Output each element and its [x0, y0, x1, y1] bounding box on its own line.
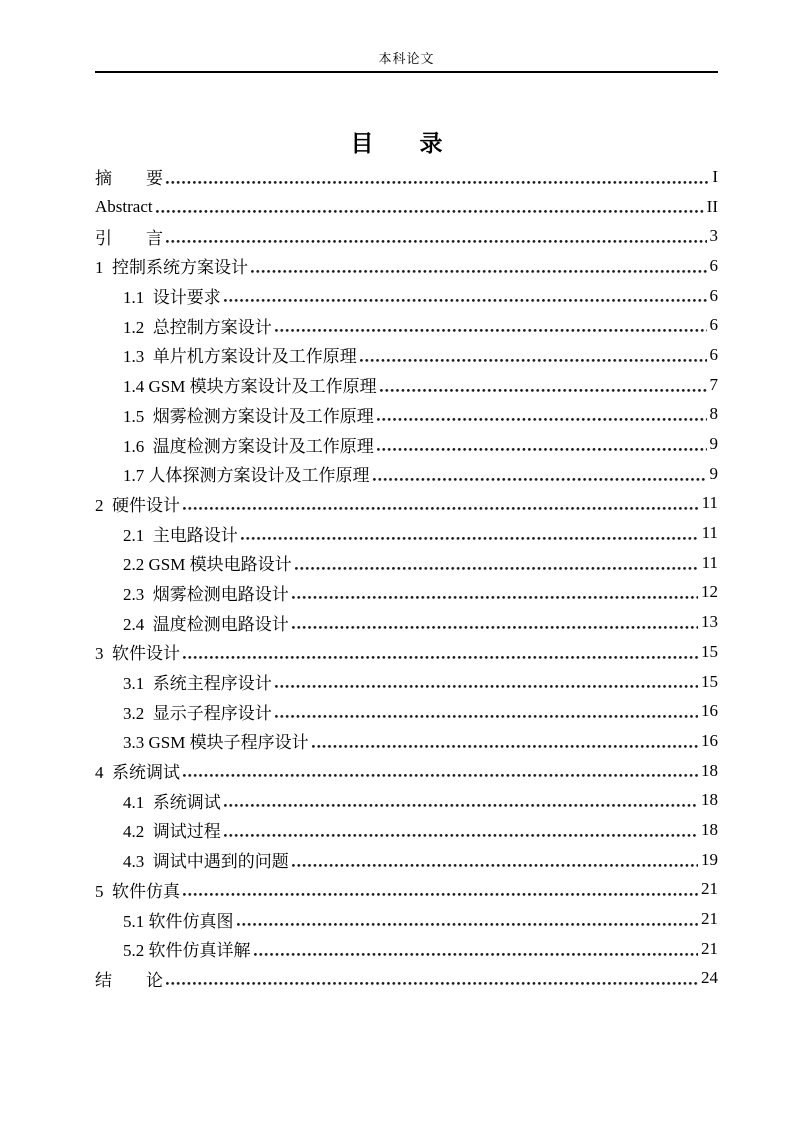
toc-entry[interactable]	[95, 607, 718, 637]
dot-leader	[224, 299, 707, 302]
toc-entry-label: 5.2 软件仿真详解	[123, 941, 251, 961]
toc-entry-label: 2 硬件设计	[95, 495, 180, 515]
dot-leader	[360, 359, 707, 362]
toc-entry-page-number: I	[712, 166, 718, 186]
toc-entry[interactable]	[95, 281, 718, 311]
toc-entry-label: 2.4 温度检测电路设计	[123, 614, 289, 634]
toc-entry-label: 引 言	[95, 228, 163, 248]
dot-leader	[251, 270, 707, 273]
dot-leader	[275, 329, 707, 332]
dot-leader	[166, 240, 707, 243]
dot-leader	[166, 982, 698, 985]
dot-leader	[380, 389, 707, 392]
toc-entry-label: 2.3 烟雾检测电路设计	[123, 584, 289, 604]
toc-entry[interactable]	[95, 400, 718, 430]
toc-entry-page-number: 6	[709, 285, 718, 305]
toc-entry-page-number: 11	[701, 523, 718, 543]
toc-entry-page-number: 6	[709, 255, 718, 275]
toc-entry-label: 4.2 调试过程	[123, 822, 221, 842]
toc-entry[interactable]	[95, 756, 718, 786]
dot-leader	[377, 418, 707, 421]
dot-leader	[183, 656, 698, 659]
dot-leader	[224, 834, 698, 837]
dot-leader	[295, 567, 699, 570]
toc-entry-page-number: 9	[709, 434, 718, 454]
toc-entry-label: 1.2 总控制方案设计	[123, 317, 272, 337]
toc-entry[interactable]	[95, 785, 718, 815]
toc-entry-page-number: 16	[701, 730, 718, 750]
toc-entry-page-number: 11	[701, 493, 718, 513]
toc-entry-label: 结 论	[95, 970, 163, 990]
toc-entry[interactable]	[95, 904, 718, 934]
toc-entry[interactable]	[95, 429, 718, 459]
dot-leader	[183, 774, 698, 777]
toc-title: 目 录	[350, 130, 443, 156]
toc-entry-page-number: 21	[701, 909, 718, 929]
toc-entry[interactable]	[95, 489, 718, 519]
toc-entry[interactable]	[95, 251, 718, 281]
toc-entry[interactable]	[95, 845, 718, 875]
toc-entry[interactable]	[95, 310, 718, 340]
toc-entry-page-number: 12	[701, 582, 718, 602]
toc-entry-page-number: 13	[701, 612, 718, 632]
toc-entry[interactable]	[95, 370, 718, 400]
dot-leader	[183, 893, 698, 896]
toc-entry[interactable]	[95, 459, 718, 489]
toc-entry-page-number: 19	[701, 849, 718, 869]
page-header	[95, 0, 718, 73]
toc-entry-page-number: 6	[709, 344, 718, 364]
toc-entry-label: 1.7 人体探测方案设计及工作原理	[123, 466, 370, 486]
dot-leader	[373, 478, 707, 481]
toc-entry-label: 3.1 系统主程序设计	[123, 674, 272, 694]
dot-leader	[156, 210, 704, 213]
toc-entry[interactable]	[95, 192, 718, 222]
toc-entry[interactable]	[95, 518, 718, 548]
toc-entry-page-number: 18	[701, 790, 718, 810]
toc-entry[interactable]	[95, 934, 718, 964]
toc-entry-page-number: 9	[709, 463, 718, 483]
toc-entry[interactable]	[95, 578, 718, 608]
toc-entry-label: 1.5 烟雾检测方案设计及工作原理	[123, 406, 374, 426]
dot-leader	[224, 804, 698, 807]
toc-entry[interactable]	[95, 340, 718, 370]
toc-entry-page-number: 6	[709, 315, 718, 335]
toc-entry-label: 1.1 设计要求	[123, 288, 221, 308]
dot-leader	[312, 745, 698, 748]
toc-entry[interactable]	[95, 221, 718, 251]
header-text: 本科论文	[378, 51, 435, 66]
dot-leader	[275, 715, 698, 718]
dot-leader	[241, 537, 699, 540]
toc-entry-label: 4 系统调试	[95, 763, 180, 783]
toc-entry-label: 3 软件设计	[95, 644, 180, 664]
toc-entry-page-number: 7	[709, 374, 718, 394]
dot-leader	[237, 923, 699, 926]
toc-entry-page-number: 15	[701, 671, 718, 691]
toc-entry-page-number: 3	[709, 226, 718, 246]
toc-entry-page-number: 21	[701, 938, 718, 958]
toc-entry-label: 4.3 调试中遇到的问题	[123, 852, 289, 872]
toc-entry-label: 2.2 GSM 模块电路设计	[123, 555, 292, 575]
toc-entry[interactable]	[95, 696, 718, 726]
toc-entry-page-number: 8	[709, 404, 718, 424]
toc-entry-page-number: 21	[701, 879, 718, 899]
toc-entry[interactable]	[95, 637, 718, 667]
toc-entry[interactable]	[95, 548, 718, 578]
dot-leader	[166, 181, 709, 184]
toc-entry-page-number: 16	[701, 701, 718, 721]
toc-entry-label: 1.4 GSM 模块方案设计及工作原理	[123, 377, 377, 397]
toc-entry-label: 4.1 系统调试	[123, 792, 221, 812]
toc-list	[95, 162, 718, 993]
toc-entry-page-number: 18	[701, 819, 718, 839]
toc-entry-label: 1 控制系统方案设计	[95, 258, 248, 278]
toc-entry-label: 1.3 单片机方案设计及工作原理	[123, 347, 357, 367]
toc-entry[interactable]	[95, 667, 718, 697]
toc-entry-page-number: 11	[701, 552, 718, 572]
dot-leader	[275, 685, 698, 688]
toc-entry[interactable]	[95, 162, 718, 192]
toc-entry[interactable]	[95, 875, 718, 905]
toc-entry-page-number: 24	[701, 968, 718, 988]
toc-entry-label: 1.6 温度检测方案设计及工作原理	[123, 436, 374, 456]
toc-entry-label: 摘 要	[95, 169, 163, 189]
toc-entry-label: Abstract	[95, 196, 153, 216]
toc-entry-page-number: 15	[701, 641, 718, 661]
toc-entry[interactable]	[95, 964, 718, 994]
dot-leader	[292, 864, 698, 867]
dot-leader	[254, 953, 699, 956]
dot-leader	[183, 507, 699, 510]
dot-leader	[377, 448, 707, 451]
toc-entry-label: 5 软件仿真	[95, 881, 180, 901]
toc-entry-page-number: 18	[701, 760, 718, 780]
toc-entry-page-number: II	[706, 196, 718, 216]
toc-entry-label: 2.1 主电路设计	[123, 525, 238, 545]
toc-entry-label: 3.2 显示子程序设计	[123, 703, 272, 723]
toc-entry-label: 3.3 GSM 模块子程序设计	[123, 733, 309, 753]
toc-entry[interactable]	[95, 815, 718, 845]
dot-leader	[292, 596, 698, 599]
toc-entry[interactable]	[95, 726, 718, 756]
dot-leader	[292, 626, 698, 629]
toc-entry-label: 5.1 软件仿真图	[123, 911, 234, 931]
